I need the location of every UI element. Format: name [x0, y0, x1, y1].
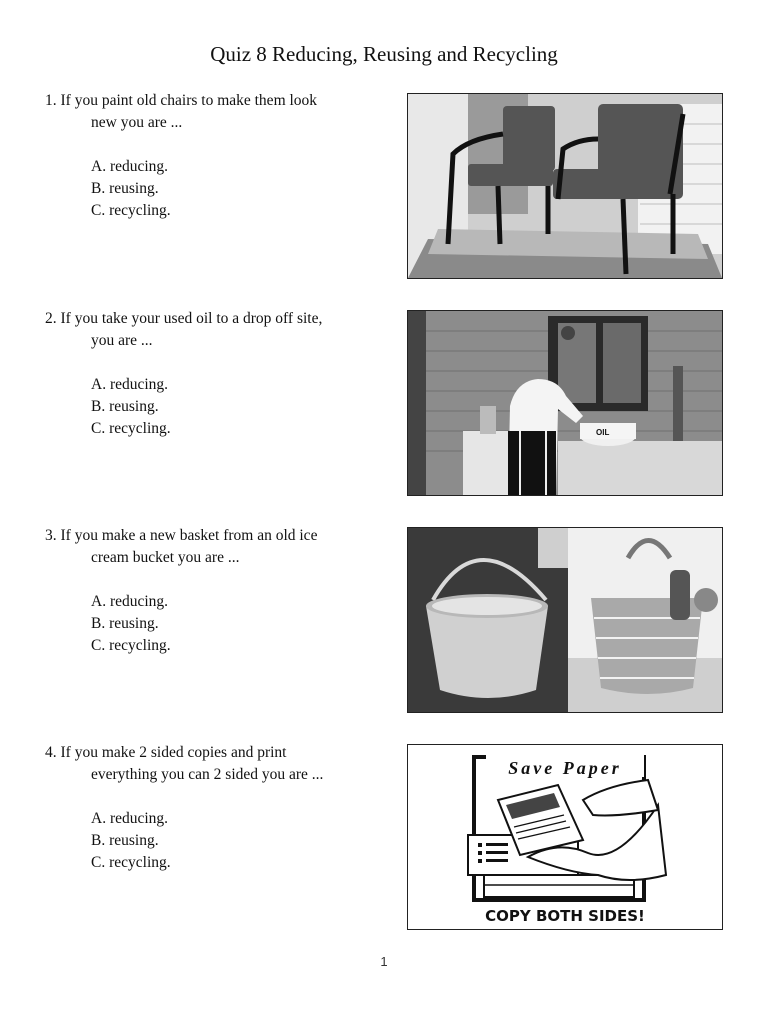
question-3-options — [45, 591, 385, 657]
option-c[interactable]: C. recycling. — [91, 420, 171, 437]
bucket-basket-photo — [407, 527, 723, 713]
question-3 — [45, 525, 385, 657]
poster-bottom-text: COPY BOTH SIDES! — [485, 907, 645, 925]
oil-label: OIL — [596, 428, 610, 437]
question-4-options — [45, 808, 385, 874]
question-4 — [45, 742, 385, 874]
option-c[interactable]: C. recycling. — [91, 637, 171, 654]
option-c[interactable]: C. recycling. — [91, 202, 171, 219]
question-2 — [45, 308, 385, 440]
question-4-line2: everything you can 2 sided you are ... — [91, 766, 324, 783]
page-number: 1 — [380, 954, 388, 969]
option-c[interactable]: C. recycling. — [91, 854, 171, 871]
option-b[interactable]: B. reusing. — [91, 832, 159, 849]
chairs-photo — [407, 93, 723, 279]
question-2-line1: 2. If you take your used oil to a drop off site, — [45, 310, 323, 327]
question-1 — [45, 90, 385, 222]
poster-top-text: Save Paper — [508, 758, 622, 778]
option-a[interactable]: A. reducing. — [91, 376, 169, 393]
question-3-line1: 3. If you make a new basket from an old ice — [45, 527, 318, 544]
oil-dropoff-photo — [407, 310, 723, 496]
save-paper-poster — [407, 744, 723, 930]
option-b[interactable]: B. reusing. — [91, 615, 159, 632]
option-b[interactable]: B. reusing. — [91, 398, 159, 415]
question-3-line2: cream bucket you are ... — [91, 549, 240, 566]
option-a[interactable]: A. reducing. — [91, 593, 169, 610]
question-1-line1: 1. If you paint old chairs to make them look — [45, 92, 318, 109]
question-2-options — [45, 374, 385, 440]
question-2-line2: you are ... — [91, 332, 153, 349]
question-1-line2: new you are ... — [91, 114, 183, 131]
option-a[interactable]: A. reducing. — [91, 810, 169, 827]
question-1-options — [45, 156, 385, 222]
option-b[interactable]: B. reusing. — [91, 180, 159, 197]
option-a[interactable]: A. reducing. — [91, 158, 169, 175]
question-4-line1: 4. If you make 2 sided copies and print — [45, 744, 287, 761]
page-title: Quiz 8 Reducing, Reusing and Recycling — [210, 42, 558, 66]
